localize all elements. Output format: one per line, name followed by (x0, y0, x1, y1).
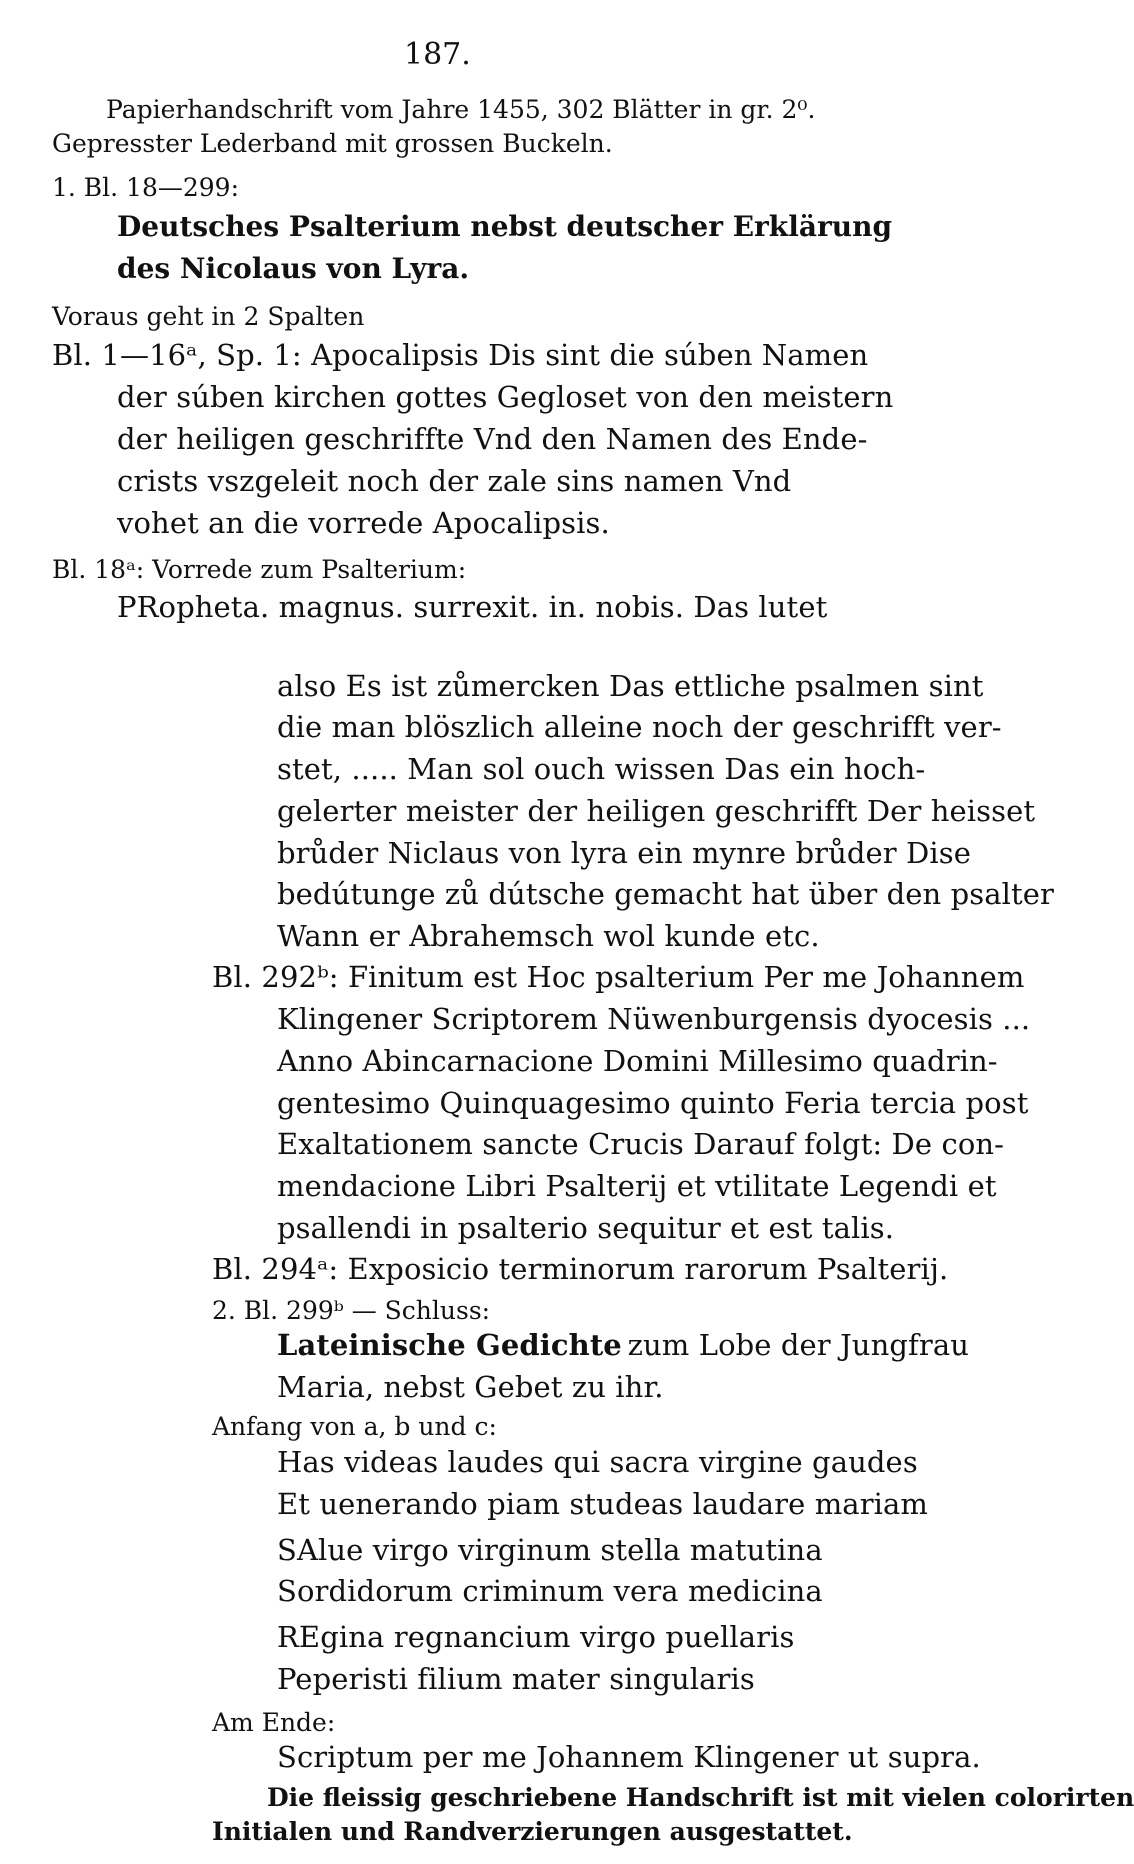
page-number: 187. (404, 37, 471, 72)
colophon-line: psallendi in psalterio sequitur et est talis. (277, 1211, 895, 1245)
am-ende-label: Am Ende: (212, 1708, 336, 1737)
apoc-line: der súben kirchen gottes Gegloset von den meistern (117, 380, 894, 414)
verse-line: Sordidorum criminum vera medicina (277, 1574, 823, 1608)
colophon-line: Bl. 292ᵇ: Finitum est Hoc psalterium Per me Johannem (212, 960, 1025, 994)
item1-title-line-2: des Nicolaus von Lyra. (117, 252, 470, 285)
quote-line: die man blöszlich alleine noch der geschrifft ver- (277, 710, 1002, 744)
item2-title-row (277, 1328, 969, 1362)
exposicio-line: Bl. 294ᵃ: Exposicio terminorum rarorum Psalterij. (212, 1252, 949, 1286)
apoc-line: der heiligen geschriffte Vnd den Namen des Ende- (117, 422, 868, 456)
vorrede-line: PRopheta. magnus. surrexit. in. nobis. Das lutet (117, 590, 828, 624)
item1-ref: 1. Bl. 18—299: (52, 173, 240, 202)
quote-line: bedútunge zů dútsche gemacht hat über den psalter (277, 877, 1055, 911)
header-line-1: Papierhandschrift vom Jahre 1455, 302 Blätter in gr. 2⁰. (106, 95, 816, 124)
footer-line-1: Die fleissig geschriebene Handschrift ist mit vielen colorirten (267, 1783, 1134, 1812)
apoc-line: crists vszgeleit noch der zale sins namen Vnd (117, 464, 792, 498)
verse-line: SAlue virgo virginum stella matutina (277, 1533, 823, 1567)
item2-title-line-1 (277, 1328, 969, 1362)
item2-title-bold: Lateinische Gedichte (277, 1328, 622, 1362)
colophon-line: Exaltationem sancte Crucis Darauf folgt: De con- (277, 1127, 1005, 1161)
verse-line: Has videas laudes qui sacra virgine gaudes (277, 1445, 918, 1479)
colophon-line: Klingener Scriptorem Nüwenburgensis dyocesis ... (277, 1002, 1031, 1036)
colophon-line: Anno Abincarnacione Domini Millesimo quadrin- (277, 1044, 998, 1078)
quote-line: Wann er Abrahemsch wol kunde etc. (277, 919, 820, 953)
item2-ref: 2. Bl. 299ᵇ — Schluss: (212, 1296, 491, 1325)
header-line-2: Gepresster Lederband mit grossen Buckeln. (52, 129, 613, 158)
vorrede-ref: Bl. 18ᵃ: Vorrede zum Psalterium: (52, 555, 467, 584)
scriptum-line: Scriptum per me Johannem Klingener ut supra. (277, 1740, 981, 1774)
quote-line: stet, ..... Man sol ouch wissen Das ein hoch- (277, 752, 926, 786)
footer-line-2: Initialen und Randverzierungen ausgestattet. (212, 1817, 853, 1846)
item2-title-rest: zum Lobe der Jungfrau (627, 1328, 969, 1362)
quote-line: brůder Niclaus von lyra ein mynre brůder Dise (277, 836, 972, 870)
quote-line: gelerter meister der heiligen geschrifft Der heisset (277, 794, 1036, 828)
anfang-label: Anfang von a, b und c: (212, 1412, 497, 1441)
colophon-line: gentesimo Quinquagesimo quinto Feria tercia post (277, 1086, 1029, 1120)
verse-line: Peperisti filium mater singularis (277, 1662, 755, 1696)
verse-line: REgina regnancium virgo puellaris (277, 1620, 795, 1654)
item1-title-line-1: Deutsches Psalterium nebst deutscher Erklärung (117, 210, 893, 243)
colophon-line: mendacione Libri Psalterij et vtilitate Legendi et (277, 1169, 997, 1203)
item2-title-line-2: Maria, nebst Gebet zu ihr. (277, 1370, 664, 1404)
verse-line: Et uenerando piam studeas laudare mariam (277, 1487, 929, 1521)
item1-intro: Voraus geht in 2 Spalten (52, 302, 365, 331)
apoc-line: Bl. 1—16ᵃ, Sp. 1: Apocalipsis Dis sint die súben Namen (52, 338, 869, 372)
apoc-line: vohet an die vorrede Apocalipsis. (117, 506, 610, 540)
quote-line: also Es ist zůmercken Das ettliche psalmen sint (277, 669, 984, 703)
